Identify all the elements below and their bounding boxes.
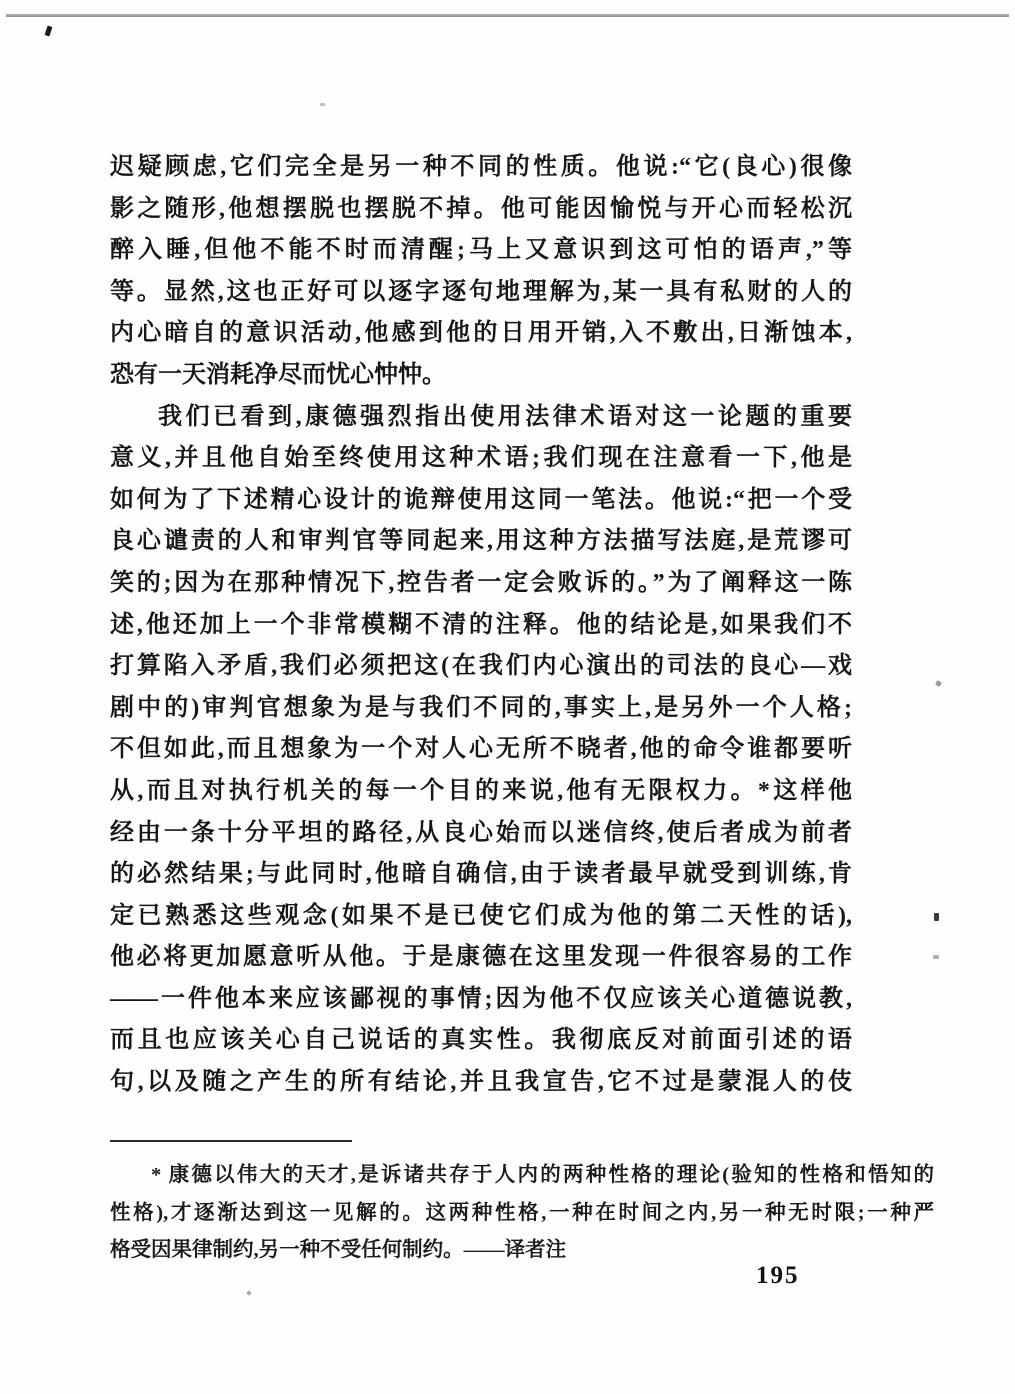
text-line: ——一件他本来应该鄙视的事情;因为他不仅应该关心道德说教, [110,985,852,1012]
ink-speck [320,103,325,106]
ink-speck [45,25,53,36]
text-line: 剧中的)审判官想象为是与我们不同的,事实上,是另外一个人格; [110,694,852,721]
footnote-line: 性格),才逐渐达到这一见解的。这两种性格,一种在时间之内,另一种无时限;一种严 [110,1201,934,1224]
text-line: 醉入睡,但他不能不时而清醒;马上又意识到这可怕的语声,”等 [110,237,852,264]
text-line: 意义,并且他自始至终使用这种术语;我们现在注意看一下,他是 [110,445,852,472]
text-line: 良心谴责的人和审判官等同起来,用这种方法描写法庭,是荒谬可 [110,528,852,555]
text-line paragraph-end: 恐有一天消耗净尽而忧心忡忡。 [110,361,446,388]
text-line: 述,他还加上一个非常模糊不清的注释。他的结论是,如果我们不 [110,611,852,638]
page-number: 195 [756,1262,800,1289]
text-line: 经由一条十分平坦的路径,从良心始而以迷信终,使后者成为前者 [110,819,852,846]
footnote-divider [110,1140,352,1142]
text-line: 而且也应该关心自己说话的真实性。我彻底反对前面引述的语 [110,1027,852,1054]
text-line paragraph-start: 我们已看到,康德强烈指出使用法律术语对这一论题的重要 [158,403,852,430]
footnote [110,1157,934,1270]
ink-speck [934,913,939,921]
footnote-line translator-note: 格受因果律制约,另一种不受任何制约。——译者注 [110,1239,567,1261]
text-line: 影之随形,他想摆脱也摆脱不掉。他可能因愉悦与开心而轻松沉 [110,195,852,222]
scan-edge-line [6,14,1009,17]
text-line: 他必将更加愿意听从他。于是康德在这里发现一件很容易的工作 [110,944,852,971]
text-line: 打算陷入矛盾,我们必须把这(在我们内心演出的司法的良心—戏 [110,653,852,680]
page-body-text [110,147,852,1104]
text-line: 句,以及随之产生的所有结论,并且我宣告,它不过是蒙混人的伎 [110,1069,852,1096]
ink-speck [933,955,939,959]
text-line: 内心暗自的意识活动,他感到他的日用开销,入不敷出,日渐蚀本, [110,320,852,347]
text-line: 等。显然,这也正好可以逐字逐句地理解为,某一具有私财的人的 [110,278,852,305]
text-line: 定已熟悉这些观念(如果不是已使它们成为他的第二天性的话), [110,902,852,929]
text-line: 如何为了下述精心设计的诡辩使用这同一笔法。他说:“把一个受 [110,486,852,513]
ink-speck [246,1290,252,1296]
text-line: 迟疑顾虑,它们完全是另一种不同的性质。他说:“它(良心)很像 [110,154,852,180]
text-line: 的必然结果;与此同时,他暗自确信,由于读者最早就受到训练,肯 [110,861,852,888]
text-line: 笑的;因为在那种情况下,控告者一定会败诉的。”为了阐释这一陈 [110,569,852,596]
text-line: 不但如此,而且想象为一个对人心无所不晓者,他的命令谁都要听 [110,736,852,763]
ink-speck [935,680,942,687]
text-line footnote-marker-line: 从,而且对执行机关的每一个目的来说,他有无限权力。*这样他 [110,777,852,804]
footnote-line: * 康德以伟大的天才,是诉诸共存于人内的两种性格的理论(验知的性格和悟知的 [151,1164,934,1186]
